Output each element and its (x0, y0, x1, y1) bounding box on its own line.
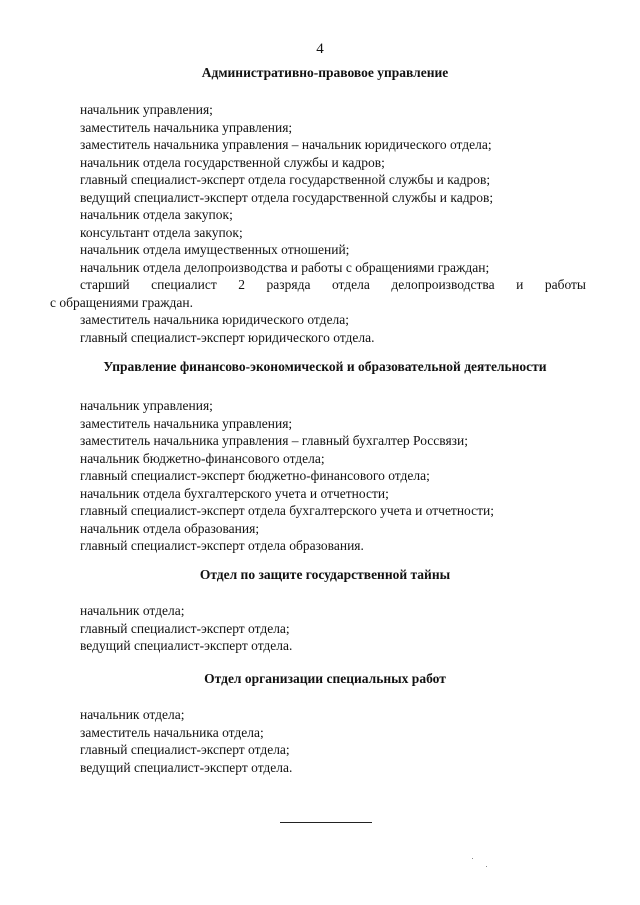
list-item: начальник отдела; (80, 603, 185, 618)
list-item: начальник управления; (80, 102, 213, 117)
list-item: начальник отдела имущественных отношений; (80, 242, 350, 257)
list-item: начальник бюджетно-финансового отдела; (80, 450, 325, 466)
list-item: главный специалист-эксперт отдела бухгалтерского учета и отчетности; (80, 503, 495, 518)
list-item: главный специалист-эксперт отдела государственной службы и кадров; (80, 172, 491, 187)
section-list-special-works (0, 706, 292, 776)
list-item: начальник отдела государственной службы и кадров; (80, 154, 385, 170)
list-item: заместитель начальника управления; (80, 119, 293, 135)
list-item-continuation: с обращениями граждан. (50, 294, 193, 310)
section-list-finance-education (0, 397, 494, 555)
section-heading-administrative-legal: Административно-правовое управление (201, 65, 449, 80)
list-item: главный специалист-эксперт бюджетно-финансового отдела; (80, 468, 430, 483)
list-item: главный специалист-эксперт юридического отдела. (80, 329, 375, 345)
closing-rule (280, 822, 372, 823)
list-item: ведущий специалист-эксперт отдела. (80, 759, 293, 775)
list-item: начальник отдела; (80, 707, 185, 722)
list-item: заместитель начальника управления; (80, 415, 293, 431)
list-item: главный специалист-эксперт отдела образования. (80, 538, 364, 553)
list-item: начальник отдела бухгалтерского учета и отчетности; (80, 485, 389, 501)
list-item: начальник отдела делопроизводства и работы с обращениями граждан; (80, 259, 490, 275)
section-heading-special-works: Отдел организации специальных работ (204, 671, 446, 686)
list-item: консультант отдела закупок; (80, 224, 243, 240)
list-item: заместитель начальника управления – начальник юридического отдела; (80, 137, 492, 152)
list-item: ведущий специалист-эксперт отдела. (80, 638, 293, 653)
list-item: главный специалист-эксперт отдела; (80, 742, 290, 757)
scan-speck (472, 858, 473, 859)
list-item: старший специалист 2 разряда отдела делопроизводства и работы (80, 277, 586, 292)
list-item: заместитель начальника отдела; (80, 724, 264, 740)
list-item: заместитель начальника юридического отдела; (80, 312, 349, 327)
section-list-state-secret (0, 602, 292, 655)
list-item: заместитель начальника управления – главный бухгалтер Россвязи; (80, 433, 468, 448)
list-item: ведущий специалист-эксперт отдела государственной службы и кадров; (80, 189, 494, 205)
section-heading-state-secret: Отдел по защите государственной тайны (199, 567, 451, 582)
list-item: главный специалист-эксперт отдела; (80, 620, 290, 636)
scan-speck (486, 866, 487, 867)
page-number: 4 (316, 41, 324, 57)
list-item: начальник отдела закупок; (80, 207, 233, 222)
section-list-administrative-legal (0, 101, 586, 346)
list-item: начальник управления; (80, 398, 213, 413)
section-heading-finance-education: Управление финансово-экономической и образовательной деятельности (103, 359, 547, 374)
list-item: начальник отдела образования; (80, 520, 260, 536)
